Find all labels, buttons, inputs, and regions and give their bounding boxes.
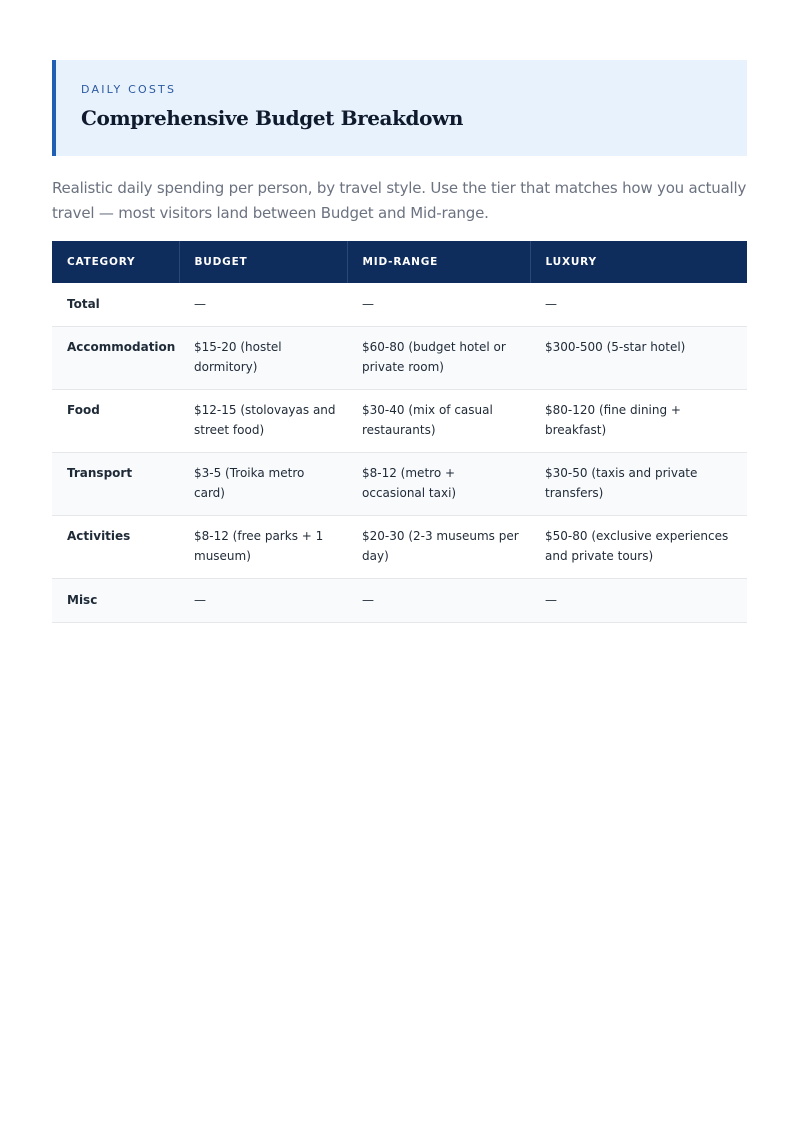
table-row (52, 453, 747, 516)
budget-cell: — (179, 579, 347, 623)
mid-range-cell: $20-30 (2-3 museums per day) (347, 516, 530, 579)
luxury-cell: $50-80 (exclusive experiences and private tours) (530, 516, 747, 579)
mid-range-cell: $8-12 (metro + occasional taxi) (347, 453, 530, 516)
column-header-category: CATEGORY (67, 256, 136, 268)
luxury-cell: $30-50 (taxis and private transfers) (530, 453, 747, 516)
intro-paragraph: Realistic daily spending per person, by travel style. Use the tier that matches how you actually travel — most visitors land between Budget and Mid-range. (52, 179, 747, 222)
table-row (52, 390, 747, 453)
column-header-budget: BUDGET (179, 241, 347, 283)
callout-eyebrow: DAILY COSTS (81, 83, 177, 96)
mid-range-cell: — (347, 579, 530, 623)
luxury-cell: — (530, 579, 747, 623)
table-row (52, 579, 747, 623)
mid-range-cell: — (347, 283, 530, 327)
budget-cell: — (179, 283, 347, 327)
luxury-cell: $80-120 (fine dining + breakfast) (530, 390, 747, 453)
budget-cell: $12-15 (stolovayas and street food) (179, 390, 347, 453)
table-body (52, 283, 747, 623)
mid-range-cell: $30-40 (mix of casual restaurants) (347, 390, 530, 453)
mid-range-cell: $60-80 (budget hotel or private room) (347, 327, 530, 390)
budget-table (52, 241, 747, 623)
row-category: Activities (52, 516, 179, 579)
luxury-cell: $300-500 (5-star hotel) (530, 327, 747, 390)
row-category: Misc (52, 579, 179, 623)
column-header-mid-range: MID-RANGE (347, 241, 530, 283)
table-header-row (52, 241, 747, 283)
section-heading: Comprehensive Budget Breakdown (81, 106, 464, 130)
row-category: Accommodation (52, 327, 179, 390)
table-row (52, 327, 747, 390)
table-row (52, 283, 747, 327)
budget-cell: $3-5 (Troika metro card) (179, 453, 347, 516)
row-category: Food (52, 390, 179, 453)
row-category: Transport (52, 453, 179, 516)
budget-cell: $8-12 (free parks + 1 museum) (179, 516, 347, 579)
luxury-cell: — (530, 283, 747, 327)
budget-cell: $15-20 (hostel dormitory) (179, 327, 347, 390)
table-header (52, 241, 747, 283)
table-row (52, 516, 747, 579)
column-header-luxury: LUXURY (530, 241, 747, 283)
row-category: Total (52, 283, 179, 327)
daily-costs-callout (52, 60, 747, 156)
